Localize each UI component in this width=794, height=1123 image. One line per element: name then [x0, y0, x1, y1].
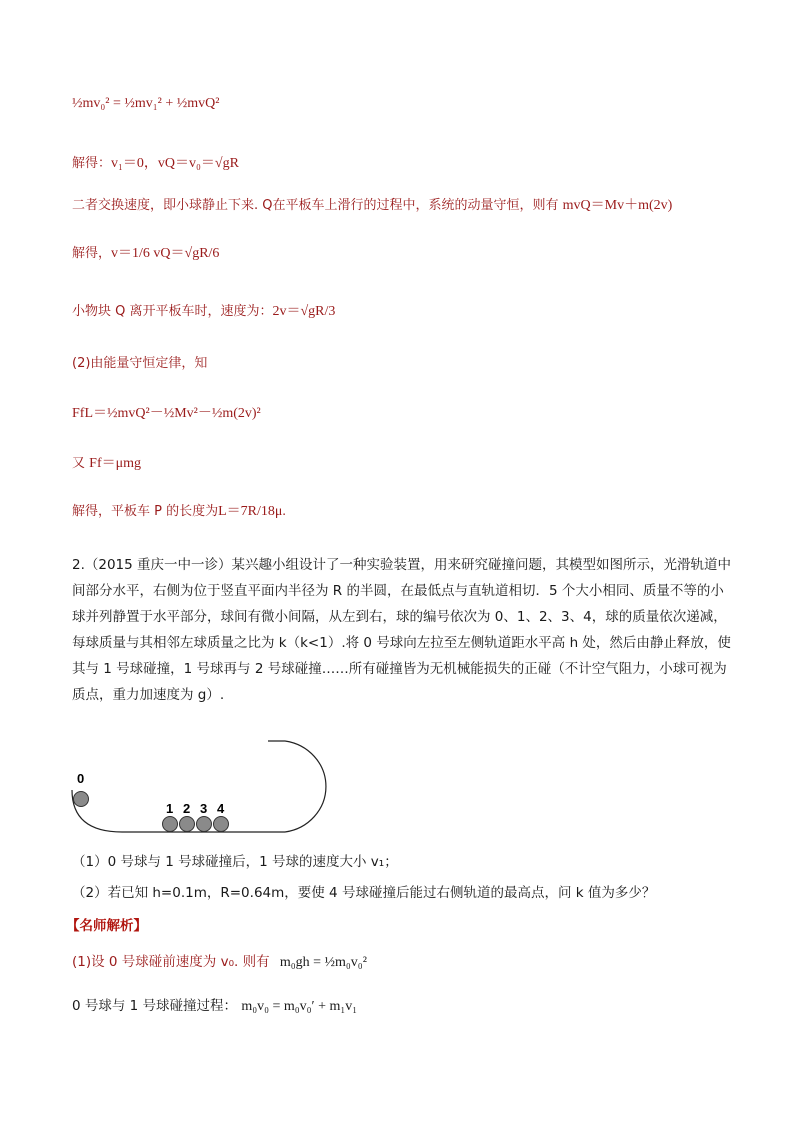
energy-conservation-equation: [72, 402, 261, 422]
problem-2-text: 2.（2015 重庆一中一诊）某兴趣小组设计了一种实验装置，用来研究碰撞问题，其模型如图所示，光滑轨道中间部分水平，右侧为位于竖直平面内半径为 R 的半圆，在最低点与直轨道相切．5 个大小相同、质量不等的小球并列静置于水平部分，球间有微小间隔，从左到右，球的编号依次为 0、1、2、3、4，球的质量依次递减，每球质量与其相邻左球质量之比为 k（k<1）.将 0 号球向左拉至左侧轨道距水平高 h 处，然后由静止释放，使其与 1 号球碰撞，1 号球再与 2 号球碰撞……所有碰撞皆为无机械能损失的正碰（不计空气阻力，小球可视为质点，重力加速度为 g）.: [72, 557, 732, 703]
leave-prefix: 小物块 Q 离开平板车时，速度为：: [72, 304, 273, 319]
ball-0-label: 0: [77, 771, 85, 786]
part2-text: (2)由能量守恒定律，知: [72, 356, 208, 371]
analysis-2-prefix: 0 号球与 1 号球碰撞过程：: [72, 998, 238, 1014]
track-left-curve: [72, 790, 285, 832]
analysis-1-equation: m₀gh = ½m₀v₀²: [279, 955, 367, 970]
part2-line: [72, 352, 207, 371]
solve-line-2: [72, 242, 219, 262]
ball-3: [197, 817, 212, 832]
track-diagram: [60, 735, 350, 840]
leave-speed: 2v＝√gR/3: [272, 304, 336, 319]
analysis-1-prefix: (1)设 0 号球碰前速度为 v₀. 则有: [72, 954, 270, 970]
problem-2-statement: [72, 552, 732, 708]
ball-3-label: 3: [200, 801, 208, 816]
question-2-text: （2）若已知 h=0.1m，R=0.64m，要使 4 号球碰撞后能过右侧轨道的最高点，问 k 值为多少？: [72, 885, 656, 901]
ball-2-label: 2: [183, 801, 191, 816]
length-line: [72, 500, 286, 520]
track-semicircle: [268, 741, 326, 832]
solve-line-1: [72, 152, 239, 172]
again-prefix: 又: [72, 456, 86, 471]
energy-equation: [72, 96, 219, 112]
analysis-line-2: [72, 994, 357, 1015]
ball-4-label: 4: [217, 801, 225, 816]
question-2: [72, 881, 655, 901]
question-1: [72, 850, 398, 870]
solve-result: v₁＝0，vQ＝v₀＝√gR: [111, 156, 239, 171]
ball-2: [180, 817, 195, 832]
question-1-text: （1）0 号球与 1 号球碰撞后，1 号球的速度大小 v₁；: [72, 854, 398, 870]
friction-equation: Ff＝μmg: [89, 456, 141, 471]
solve2-prefix: 解得，: [72, 246, 112, 261]
leave-line: [72, 300, 335, 320]
ball-0: [74, 792, 89, 807]
analysis-title-text: 【名师解析】: [66, 918, 147, 934]
ball-1-label: 1: [166, 801, 174, 816]
ball-1: [163, 817, 178, 832]
length-equation: L＝7R/18μ.: [218, 504, 286, 519]
energy-conservation-text: FfL＝½mvQ²－½Mv²－½m(2v)²: [72, 406, 261, 421]
friction-line: [72, 452, 141, 472]
analysis-line-1: [72, 950, 367, 971]
exchange-text: 二者交换速度，即小球静止下来. Q在平板车上滑行的过程中，系统的动量守恒，则有: [72, 198, 559, 213]
momentum-equation: mvQ＝Mv＋m(2v): [562, 198, 673, 213]
ball-4: [214, 817, 229, 832]
energy-equation-text: ½mv₀² = ½mv₁² + ½mvQ²: [72, 96, 220, 111]
solve-prefix: 解得：: [72, 156, 112, 171]
exchange-line: [72, 194, 672, 214]
analysis-2-equation: m₀v₀ = m₀v₀′ + m₁v₁: [241, 999, 358, 1014]
length-prefix: 解得，平板车 P 的长度为: [72, 504, 219, 519]
solve2-result: v＝1/6 vQ＝√gR/6: [111, 246, 220, 261]
analysis-title: [66, 914, 147, 934]
